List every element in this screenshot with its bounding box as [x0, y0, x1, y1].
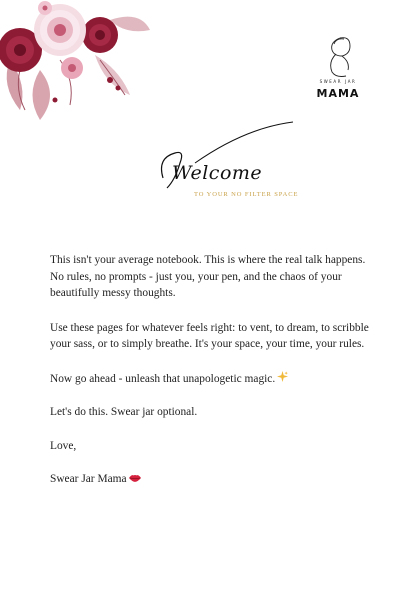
paragraph-2: Use these pages for whatever feels right: to vent, to dream, to scribble your sass, or to simply breathe. It's your space, your time, your rules. — [50, 321, 369, 350]
paragraph-3-text: Now go ahead - unleash that unapologetic magic. — [50, 372, 276, 385]
paragraph-1: This isn't your average notebook. This is where the real talk happens. No rules, no prompts - just you, your pen, and the chaos of your beautifully messy thoughts. — [50, 254, 366, 299]
welcome-heading: Welcome — [172, 162, 263, 184]
paragraph-4: Let's do this. Swear jar optional. — [50, 406, 198, 419]
lips-icon — [129, 471, 141, 488]
floral-corner-decoration — [0, 0, 160, 125]
brand-logo — [306, 34, 370, 108]
logo-big-text: MAMA — [316, 87, 360, 100]
welcome-swash-decoration — [155, 118, 295, 198]
logo-small-text: SWEAR JAR — [319, 79, 357, 84]
signature-text: Swear Jar Mama — [50, 473, 127, 486]
sparkles-icon — [277, 371, 288, 388]
paragraph-3 — [50, 371, 380, 388]
welcome-subtitle: TO YOUR NO FILTER SPACE — [194, 191, 299, 198]
closing-line: Love, — [50, 439, 77, 452]
signature-line — [50, 471, 380, 488]
woman-silhouette-icon — [306, 34, 370, 78]
letter-body — [50, 252, 380, 506]
